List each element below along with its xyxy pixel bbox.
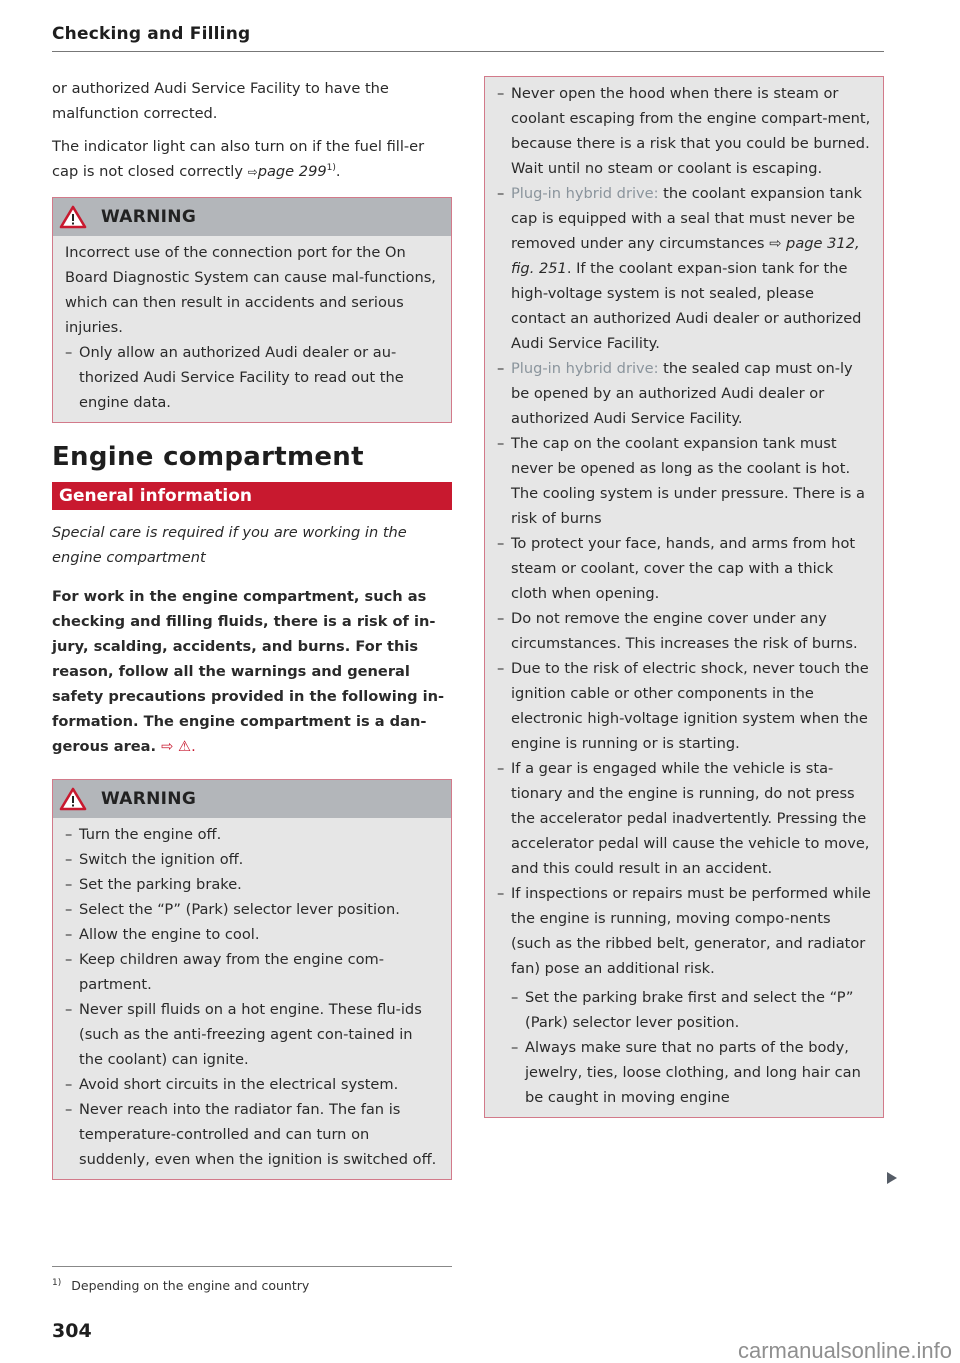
warning-body: [53, 818, 451, 1179]
page-reference-link[interactable]: page 299: [257, 163, 327, 180]
running-header-title: Checking and Filling: [52, 24, 251, 44]
warning-item: – Allow the engine to cool.: [65, 922, 439, 947]
warning-item: – Keep children away from the engine com-partment.: [65, 947, 439, 997]
warning-item-hybrid: – Plug-in hybrid drive: the coolant expansion tank cap is equipped with a seal that must never be removed under any circumstances ⇨ page 312, fig. 251. If the coolant expan-sion tank for the high-voltage system is not sealed, please contact an authorized Audi dealer or authorized Audi Service Facility.: [497, 181, 871, 356]
warning-box-engine: [52, 779, 452, 1180]
warning-item: – If inspections or repairs must be performed while the engine is running, moving compo-nents (such as the ribbed belt, generator, and radiator fan) pose an additional risk. – Set the parking brake first and select the “P” (Park) selector lever position. – Always make sure that no parts of the body, jewelry, ties, loose clothing, and long hair can be caught in moving engine: [497, 881, 871, 1110]
warning-subitem: – Always make sure that no parts of the body, jewelry, ties, loose clothing, and long hair can be caught in moving engine: [511, 1035, 871, 1110]
warning-item: – Never reach into the radiator fan. The fan is temperature-controlled and can turn on suddenly, even when the ignition is switched off.: [65, 1097, 439, 1172]
warning-item: – Avoid short circuits in the electrical system.: [65, 1072, 439, 1097]
arrow-ref-icon: ⇨: [247, 165, 258, 179]
paragraph-fuel-cap: The indicator light can also turn on if the fuel fill-er cap is not closed correctly ⇨page 299$^{1)}$.: [52, 138, 425, 180]
watermark: carmanualsonline.info: [737, 1338, 952, 1363]
hybrid-label: Plug-in hybrid drive:: [511, 360, 659, 377]
warning-ref-link[interactable]: ⇨ ⚠.: [161, 738, 196, 755]
warning-box-continued: [484, 76, 884, 1118]
warning-item: – Set the parking brake.: [65, 872, 439, 897]
footnote-rule: [52, 1266, 452, 1267]
warning-list: [65, 822, 439, 1172]
warning-item: – Select the “P” (Park) selector lever position.: [65, 897, 439, 922]
hybrid-label: Plug-in hybrid drive:: [511, 185, 659, 202]
warning-item: – Switch the ignition off.: [65, 847, 439, 872]
page-reference-link[interactable]: ⇨ page 312, fig. 251: [511, 235, 860, 277]
footnote: $^{1)}$ Depending on the engine and country: [52, 1278, 310, 1294]
warning-item: – To protect your face, hands, and arms from hot steam or coolant, cover the cap with a thick cloth when opening.: [497, 531, 871, 606]
paragraph: or authorized Audi Service Facility to have the malfunction corrected.: [52, 80, 389, 122]
subsection-title: General information: [52, 482, 452, 510]
warning-subitem: – Set the parking brake first and select the “P” (Park) selector lever position.: [511, 985, 871, 1035]
footnote-marker: 1): [326, 163, 336, 174]
safety-paragraph: For work in the engine compartment, such as checking and filling fluids, there is a risk of in-jury, scalding, accidents, and burns. For this reason, follow all the warnings and general safety precautions provided in the following in-formation. The engine compartment is a dan-gerous area. ⇨ ⚠.: [52, 588, 445, 755]
warning-triangle-icon: [59, 787, 87, 811]
warning-header: [53, 780, 451, 818]
section-title: Engine compartment: [52, 442, 364, 472]
warning-item: – Due to the risk of electric shock, never touch the ignition cable or other components in the electronic high-voltage ignition system when the engine is running or is starting.: [497, 656, 871, 756]
warning-item-hybrid: – Plug-in hybrid drive: the sealed cap must on-ly be opened by an authorized Audi dealer or authorized Audi Service Facility.: [497, 356, 871, 431]
page-number: 304: [52, 1320, 92, 1342]
header-rule: [52, 51, 884, 52]
warning-item: – The cap on the coolant expansion tank must never be opened as long as the coolant is hot. The cooling system is under pressure. There is a risk of burns: [497, 431, 871, 531]
warning-list: [65, 340, 439, 415]
left-column: [52, 76, 452, 1180]
intro-text: Special care is required if you are working in the engine compartment: [52, 524, 407, 566]
warning-label: WARNING: [101, 206, 197, 227]
warning-text: Incorrect use of the connection port for the On Board Diagnostic System can cause mal-functions, which can then result in accidents and serious injuries.: [65, 244, 436, 336]
warning-item: – Turn the engine off.: [65, 822, 439, 847]
warning-label: WARNING: [101, 788, 197, 809]
continued-arrow-icon: [887, 1172, 897, 1184]
warning-box-obd: [52, 197, 452, 423]
warning-item: – Never spill fluids on a hot engine. These flu-ids (such as the anti-freezing agent con-tained in the coolant) can ignite.: [65, 997, 439, 1072]
warning-item: – Do not remove the engine cover under any circumstances. This increases the risk of burns.: [497, 606, 871, 656]
warning-triangle-icon: [59, 205, 87, 229]
warning-item: – Never open the hood when there is steam or coolant escaping from the engine compart-ment, because there is a risk that you could be burned. Wait until no steam or coolant is escaping.: [497, 81, 871, 181]
warning-item: – Only allow an authorized Audi dealer or au-thorized Audi Service Facility to read out the engine data.: [65, 340, 439, 415]
warning-list: [497, 81, 871, 1110]
warning-header: [53, 198, 451, 236]
right-column: [484, 76, 884, 1118]
warning-body: [485, 77, 883, 1117]
warning-body: [53, 236, 451, 422]
warning-item: – If a gear is engaged while the vehicle is sta-tionary and the engine is running, do not press the accelerator pedal inadvertently. Pressing the accelerator pedal will cause the vehicle to move, and this could result in an accident.: [497, 756, 871, 881]
warning-sublist: [511, 985, 871, 1110]
